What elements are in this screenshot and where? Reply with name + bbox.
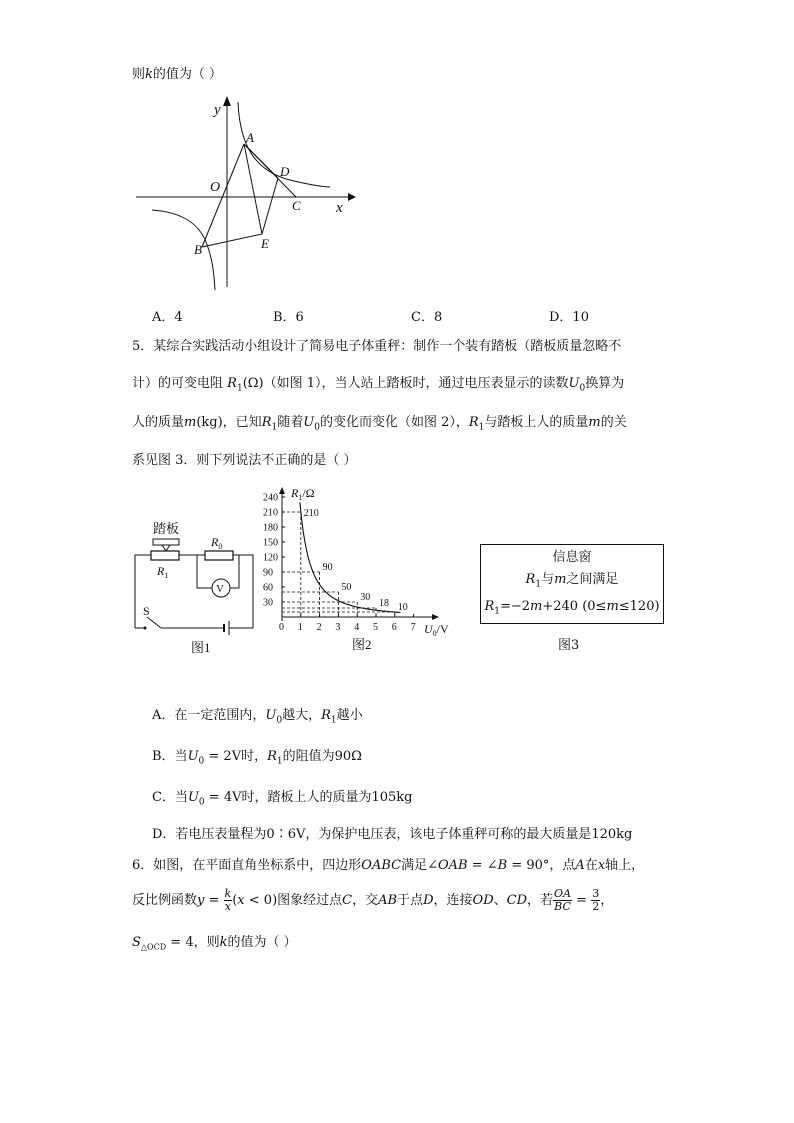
fig3-line1-r: R — [525, 572, 536, 587]
fig2-point-label: 18 — [379, 598, 389, 609]
q4-tail — [132, 66, 222, 84]
fig3-info-box — [480, 544, 664, 624]
q5-option-b-post: 的阻值为90Ω — [282, 749, 362, 764]
q5-line3-r: R — [261, 415, 272, 430]
fig2-point-label: 50 — [341, 582, 352, 593]
fig2-x-tick-label: 1 — [297, 622, 303, 633]
q5-line3-r1-sub: 1 — [478, 422, 485, 433]
fig1-r0-label: $R_0$ — [211, 535, 223, 551]
q4-label-c: C — [292, 198, 301, 213]
q6-line2-eq: = — [204, 893, 224, 908]
q4-options — [0, 306, 794, 326]
q6-line1 — [132, 857, 644, 875]
q6-line1-a: 6．如图，在平面直角坐标系中，四边形 — [132, 858, 362, 873]
fig2-y-tick-label: 180 — [263, 522, 278, 534]
q5-line2-a: 计）的可变电阻 — [132, 376, 224, 391]
q4-option-d[interactable]: D．10 — [549, 310, 589, 325]
q5-option-c[interactable] — [152, 789, 413, 812]
q5-figure2-graph — [260, 484, 470, 656]
q6-line2-ab: AB — [378, 893, 398, 908]
q6-line2-fraction-kx — [224, 888, 233, 913]
fig3-line1-b: 之间满足 — [566, 572, 619, 587]
q6-line1-f: 轴上， — [605, 858, 645, 873]
q6-line2-b: ( — [232, 893, 238, 908]
q6-line3-sub: △OCD — [140, 942, 167, 952]
q5-line3-r-sub: 1 — [271, 422, 278, 433]
q6-line2-d: ，交 — [352, 893, 379, 908]
q5-line2-u0-sub: 0 — [579, 383, 586, 394]
q6-line1-bb: B — [497, 858, 508, 873]
q5-line1: 5．某综合实践活动小组设计了简易电子体重秤：制作一个装有踏板（踏板质量忽略不 — [132, 339, 622, 354]
q6-line3-a: = 4，则 — [166, 935, 220, 950]
q6-line2-fraction-oabc — [553, 888, 572, 913]
q5-line3-a: 人的质量 — [132, 415, 185, 430]
fig1-voltmeter-label: V — [216, 583, 224, 595]
q5-option-c-pre: C．当 — [152, 790, 188, 805]
q4-option-a[interactable]: A．4 — [152, 310, 183, 325]
fig2-x-tick-label: 4 — [354, 622, 360, 633]
fig3-formula-sub: 1 — [494, 606, 500, 617]
fig1-r1-resistor — [151, 551, 179, 560]
q6-line2-g: 、 — [493, 893, 507, 908]
q4-segment-ad — [244, 144, 278, 178]
fig3-formula-c: ≤120) — [618, 598, 660, 614]
q6-line2-fraction-32 — [591, 888, 600, 913]
q5-line3-d: 的变化而变化（如图 2）， — [319, 415, 469, 430]
fig3-line1-m: m — [554, 572, 567, 587]
q4-y-arrow — [223, 96, 231, 106]
q6-line2-h: ，若 — [527, 893, 554, 908]
q4-label-e: E — [261, 236, 269, 251]
q4-label-y: y — [214, 102, 221, 118]
fig2-origin-label: 0 — [279, 622, 284, 633]
q4-segment-de — [262, 178, 278, 234]
q6-line2-c: < 0)图象经过点 — [244, 893, 343, 908]
q4-segment-be — [202, 234, 262, 247]
fig2-y-tick-label: 90 — [263, 567, 273, 579]
fig3-formula-m: m — [530, 598, 543, 614]
q6-line2-dd: D — [423, 893, 434, 908]
fig3-formula-b: +240 (0≤ — [542, 598, 607, 614]
q6-line2-frac-num: k — [224, 887, 232, 900]
q5-option-c-post: = 4V时，踏板上人的质量为105kg — [204, 790, 413, 805]
q4-label-b: B — [194, 242, 202, 257]
q6-line1-e: 在 — [584, 858, 598, 873]
q6-line2-cd: CD — [506, 893, 528, 908]
q5-option-a-r: R — [321, 708, 331, 723]
q4-figure — [130, 92, 360, 292]
q5-option-b-pre: B．当 — [152, 749, 188, 764]
fig1-pedal-slider — [162, 545, 170, 551]
q4-label-x: x — [336, 200, 343, 216]
fig3-formula-m2: m — [606, 598, 619, 614]
q5-line2-r1-sub: 1 — [236, 383, 243, 394]
fig2-y-tick-label: 30 — [263, 597, 273, 609]
q5-option-d[interactable]: D．若电压表量程为0∶6V，为保护电压表，该电子体重秤可称的最大质量是120kg — [152, 827, 633, 842]
fig1-wire-r0-right — [233, 555, 253, 628]
q4-label-o: O — [210, 180, 221, 195]
q5-option-b-r-sub: 1 — [276, 756, 283, 767]
fig2-y-axis-label: $R_1/\Omega$ — [291, 486, 315, 502]
fig2-x-axis-label: $U_0/V$ — [424, 622, 449, 638]
fig2-x-tick-label: 2 — [316, 622, 322, 633]
q5-line3-e: 与踏板上人的质量 — [484, 415, 589, 430]
q4-segment-ae — [244, 144, 262, 234]
fig3-title: 信息窗 — [552, 550, 592, 565]
q5-option-b-r: R — [267, 749, 277, 764]
q5-line3-u: U — [303, 415, 315, 430]
fig2-y-tick-label: 150 — [263, 537, 278, 549]
q6-line1-oabc: OABC — [361, 858, 402, 873]
fig1-switch — [147, 617, 161, 628]
fig3-caption: 图3 — [558, 638, 580, 653]
q5-line3-m: m — [184, 415, 197, 430]
fig3-line1 — [481, 569, 663, 596]
q4-option-b[interactable]: B．6 — [273, 310, 304, 325]
q6-line1-oab: OAB — [437, 858, 468, 873]
q6-line2-a: 反比例函数 — [132, 893, 198, 908]
q6-line2-frac2-num: OA — [554, 887, 572, 900]
q4-x-arrow — [348, 193, 356, 201]
q6-line1-d: = 90°，点 — [507, 858, 576, 873]
q5-option-c-u: U — [187, 790, 199, 805]
fig1-caption: 图1 — [191, 640, 211, 655]
fig2-point-label: 90 — [322, 562, 333, 573]
fig2-x-tick-label: 3 — [335, 622, 341, 633]
q6-line2-frac-den: x — [224, 900, 231, 913]
q6-line2-cc: C — [342, 893, 353, 908]
q4-option-c[interactable]: C．8 — [411, 310, 443, 325]
q6-line3 — [132, 934, 297, 957]
q5-line3-b: (kg)，已知 — [196, 415, 262, 430]
q5-line3 — [132, 414, 627, 437]
fig2-y-tick-label: 120 — [263, 552, 278, 564]
q5-option-b-u: U — [187, 749, 199, 764]
fig1-pedal-label: 踏板 — [153, 521, 180, 536]
q6-line2-od: OD — [472, 893, 494, 908]
fig2-x-arrow — [432, 614, 439, 620]
q5-line4: 系见图 3．则下列说法不正确的是（ ） — [132, 453, 357, 468]
q4-hyperbola-left — [152, 210, 215, 290]
q6-line2-i: = — [572, 893, 592, 908]
q5-line3-f: 的关 — [600, 415, 627, 430]
q5-line2-u0: U — [568, 376, 580, 391]
q4-tail-var: k — [145, 67, 153, 82]
fig3-formula-a: =−2 — [499, 598, 531, 614]
fig1-pedal — [153, 539, 179, 545]
q4-tail-pre: 则 — [132, 67, 146, 82]
fig2-y-arrow — [279, 487, 285, 494]
fig2-x-tick-label: 6 — [391, 622, 397, 633]
q6-line1-a2: A — [575, 858, 585, 873]
fig2-chart — [263, 487, 439, 633]
q6-line1-x: x — [597, 858, 606, 873]
fig2-point-label: 10 — [397, 602, 408, 613]
fig2-y-tick-label: 210 — [263, 507, 278, 519]
fig2-caption: 图2 — [352, 637, 372, 652]
q5-line2-b: (Ω)（如图 1），当人站上踏板时，通过电压表显示的读数 — [242, 376, 569, 391]
q4-tail-post: 的值为（ ） — [152, 67, 223, 82]
q6-line2 — [132, 884, 613, 918]
q5-option-b-u-sub: 0 — [198, 756, 205, 767]
fig1-r0-resistor — [205, 551, 233, 560]
fig3-line1-a: 与 — [541, 572, 555, 587]
q6-line2-x2: x — [237, 893, 245, 908]
q5-line3-r1: R — [468, 415, 479, 430]
q6-line1-c: = ∠ — [467, 858, 498, 873]
q6-line2-frac3-num: 3 — [592, 887, 600, 900]
fig3-formula — [481, 596, 663, 623]
fig3-formula-r: R — [484, 598, 495, 614]
fig2-y-tick-label: 60 — [263, 582, 273, 594]
q5-option-c-u-sub: 0 — [198, 797, 205, 808]
q5-line2 — [132, 375, 624, 398]
q4-label-d: D — [280, 164, 290, 179]
fig2-point-label: 210 — [303, 508, 319, 519]
fig2-point-label: 30 — [360, 592, 371, 603]
q6-line2-e: 于点 — [397, 893, 424, 908]
q5-line3-c: 随着 — [277, 415, 304, 430]
fig3-line1-sub: 1 — [535, 579, 542, 590]
fig2-y-tick-label: 240 — [263, 492, 278, 504]
q5-line2-r1: R — [227, 376, 237, 391]
q5-option-a-u: U — [265, 708, 277, 723]
q5-line3-u-sub: 0 — [314, 422, 320, 433]
q4-segment-ab — [202, 144, 244, 247]
q6-line2-frac2-den: BC — [554, 900, 571, 913]
fig2-x-tick-label: 5 — [373, 622, 378, 633]
q6-line3-k: k — [219, 935, 228, 950]
q5-option-a-pre: A．在一定范围内， — [152, 708, 266, 723]
q6-line2-y: y — [197, 893, 205, 908]
q5-option-b-mid: = 2V时， — [204, 749, 268, 764]
q5-figure1-circuit — [125, 515, 265, 655]
q5-option-a[interactable] — [152, 707, 363, 730]
q6-line2-j: ， — [600, 893, 614, 908]
q6-line3-b: 的值为（ ） — [227, 935, 297, 950]
q5-option-a-u-sub: 0 — [276, 715, 283, 726]
q4-label-a: A — [246, 130, 254, 145]
q5-line2-c: 换算为 — [585, 376, 625, 391]
q5-option-a-mid: 越大， — [282, 708, 322, 723]
q5-option-a-r-sub: 1 — [330, 715, 337, 726]
q6-line3-s: S — [132, 935, 141, 950]
q5-line3-m2: m — [588, 415, 601, 430]
q5-option-b[interactable] — [152, 748, 362, 771]
q6-line2-f: ，连接 — [433, 893, 473, 908]
q6-line1-b: 满足∠ — [401, 858, 438, 873]
fig2-x-tick-label: 7 — [410, 622, 416, 633]
q5-option-a-post: 越小 — [336, 708, 363, 723]
fig1-r1-label: $R_1$ — [157, 564, 169, 580]
q6-line2-frac3-den: 2 — [592, 900, 600, 913]
fig1-switch-label: S — [143, 604, 150, 618]
